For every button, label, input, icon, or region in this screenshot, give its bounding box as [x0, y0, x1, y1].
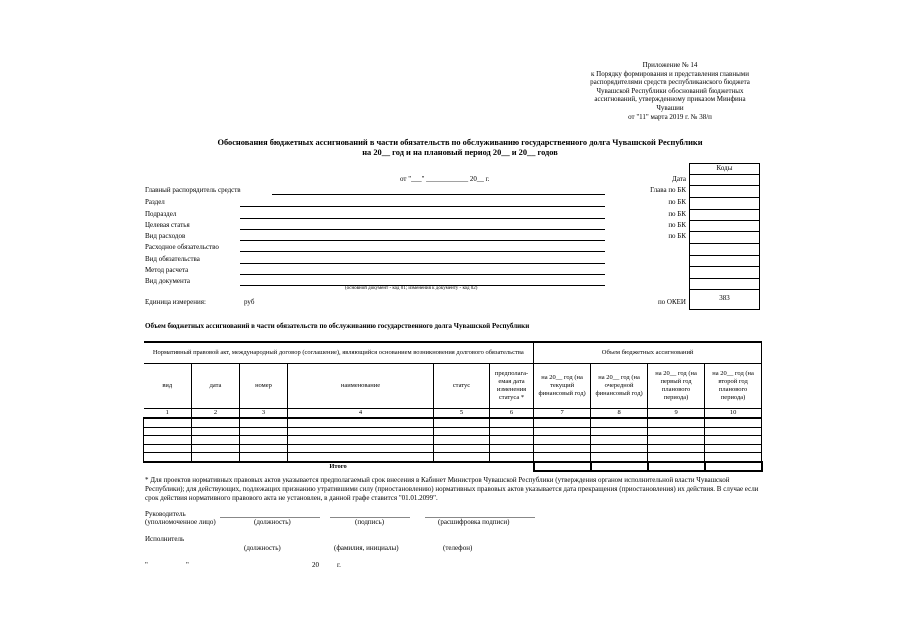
title-line-2: на 20__ год и на плановый период 20__ и 20__ годов: [362, 148, 558, 157]
appendix-line: ассигнований, утвержденному приказом Минфина: [594, 95, 746, 104]
field-label-obyazatelstvo: Расходное обязательство: [145, 243, 219, 251]
codes-box: [689, 163, 760, 310]
head-decoding-caption: (расшифровка подписи): [438, 518, 510, 526]
field-label-podrazdel: Подраздел: [145, 210, 177, 218]
code-label-bk-vid: по БК: [668, 232, 686, 240]
total-row: [144, 462, 762, 472]
col-number: 7: [534, 409, 591, 419]
col-number: 1: [144, 409, 192, 419]
exec-position-caption: (должность): [244, 544, 281, 552]
col-header-expected-date: предполага-емая дата изменения статуса *: [490, 364, 534, 409]
appendix-note: [560, 61, 780, 121]
field-label-vid-rashodov: Вид расходов: [145, 232, 186, 240]
field-line: [240, 251, 605, 252]
appendix-line: к Порядку формирования и представления главными: [591, 69, 749, 78]
field-line: [240, 240, 605, 241]
head-position-caption: (должность): [254, 518, 291, 526]
head-label: Руководитель: [145, 510, 186, 518]
col-number: 4: [288, 409, 434, 419]
total-label: Итого: [144, 462, 534, 472]
date-year: 20: [312, 561, 319, 569]
field-line: [240, 218, 605, 219]
code-label-bk-razdel: по БК: [668, 198, 686, 206]
date-line: от "___" ____________ 20__ г.: [400, 175, 490, 183]
code-label-okei: по ОКЕИ: [657, 298, 686, 306]
table-row: [144, 418, 762, 427]
col-header-vid: вид: [144, 364, 192, 409]
appendix-line: Приложение № 14: [642, 61, 698, 69]
exec-phone-caption: (телефон): [443, 544, 473, 552]
col-number: 5: [434, 409, 490, 419]
table-row: [144, 453, 762, 462]
code-label-bk-statya: по БК: [668, 221, 686, 229]
date-suffix: г.: [337, 561, 341, 569]
col-number: 8: [591, 409, 648, 419]
appendix-line: Чувашской Республики обоснований бюджетных: [596, 86, 744, 95]
appropriations-table: [143, 341, 763, 472]
field-label-metod: Метод расчета: [145, 266, 189, 274]
field-label-vid-doc: Вид документа: [145, 277, 191, 285]
footnote: * Для проектов нормативных правовых актов указывается предполагаемый срок внесения в Кабинет Министров Чувашской Республики (утверждения органом исполнительной власти Чувашской Республики); для действующих, подлежащих признанию утратившими силу (приостановлению) нормативных правовых актов указывается дата прекращения (приостановления) их действия. В случае если срок действия нормативного правового акта не установлен, в данной графе ставится "01.01.2099".: [145, 476, 759, 502]
document-title: [110, 138, 810, 158]
field-line: [240, 206, 605, 207]
table-row: [144, 444, 762, 453]
head-signature-caption: (подпись): [355, 518, 385, 526]
doc-type-hint: (основной документ - код 01; изменения к документу - код 02): [345, 286, 478, 291]
date-close-quote: ": [186, 561, 189, 569]
col-header-name: наименование: [288, 364, 434, 409]
col-header-number: номер: [240, 364, 288, 409]
field-label-razdel: Раздел: [145, 198, 165, 206]
col-number: 3: [240, 409, 288, 419]
col-number: 2: [192, 409, 240, 419]
col-header-plan-year-2: на 20__ год (на второй год планового периода): [705, 364, 762, 409]
table-row: [144, 436, 762, 445]
code-label-glava: Глава по БК: [650, 186, 686, 194]
field-line: [272, 194, 605, 195]
unit-label: Единица измерения:: [145, 298, 206, 306]
unit-value: руб: [244, 298, 255, 306]
col-header-plan-year-1: на 20__ год (на первый год планового периода): [648, 364, 705, 409]
col-number: 9: [648, 409, 705, 419]
appendix-line: распорядителями средств республиканского бюджета: [590, 78, 750, 87]
executor-label: Исполнитель: [145, 535, 185, 543]
field-line: [240, 229, 605, 230]
code-label-bk-podrazdel: по БК: [668, 210, 686, 218]
col-number: 10: [705, 409, 762, 419]
code-label-date: Дата: [672, 175, 686, 183]
okei-code: 383: [719, 294, 730, 302]
field-line: [240, 274, 605, 275]
col-number: 6: [490, 409, 534, 419]
title-line-1: Обоснования бюджетных ассигнований в части обязательств по обслуживанию государственного долга Чувашской Республики: [217, 138, 703, 147]
appendix-line: Чувашии: [656, 103, 684, 112]
col-header-next-year: на 20__ год (на очередной финансовый год): [591, 364, 648, 409]
date-open-quote: ": [145, 561, 148, 569]
col-header-date: дата: [192, 364, 240, 409]
codes-header: Коды: [716, 164, 733, 172]
head-sub-label: (уполномоченное лицо): [145, 518, 216, 526]
col-header-status: статус: [434, 364, 490, 409]
group-header-legal-act: Нормативный правовой акт, международный договор (соглашение), являющийся основанием возникновения долгового обязательства: [144, 342, 534, 364]
section-title: Объем бюджетных ассигнований в части обязательств по обслуживанию государственного долга Чувашской Республики: [145, 322, 530, 330]
exec-name-caption: (фамилия, инициалы): [334, 544, 399, 552]
col-header-current-year: на 20__ год (на текущий финансовый год): [534, 364, 591, 409]
table-row: [144, 427, 762, 436]
field-label-statya: Целевая статья: [145, 221, 190, 229]
field-line: [240, 263, 605, 264]
group-header-volume: Объем бюджетных ассигнований: [534, 342, 762, 364]
field-label-vid-obyaz: Вид обязательства: [145, 255, 200, 263]
field-label-gradp: Главный распорядитель средств: [145, 186, 241, 194]
appendix-line: от "11" марта 2019 г. № 38/п: [628, 112, 712, 121]
